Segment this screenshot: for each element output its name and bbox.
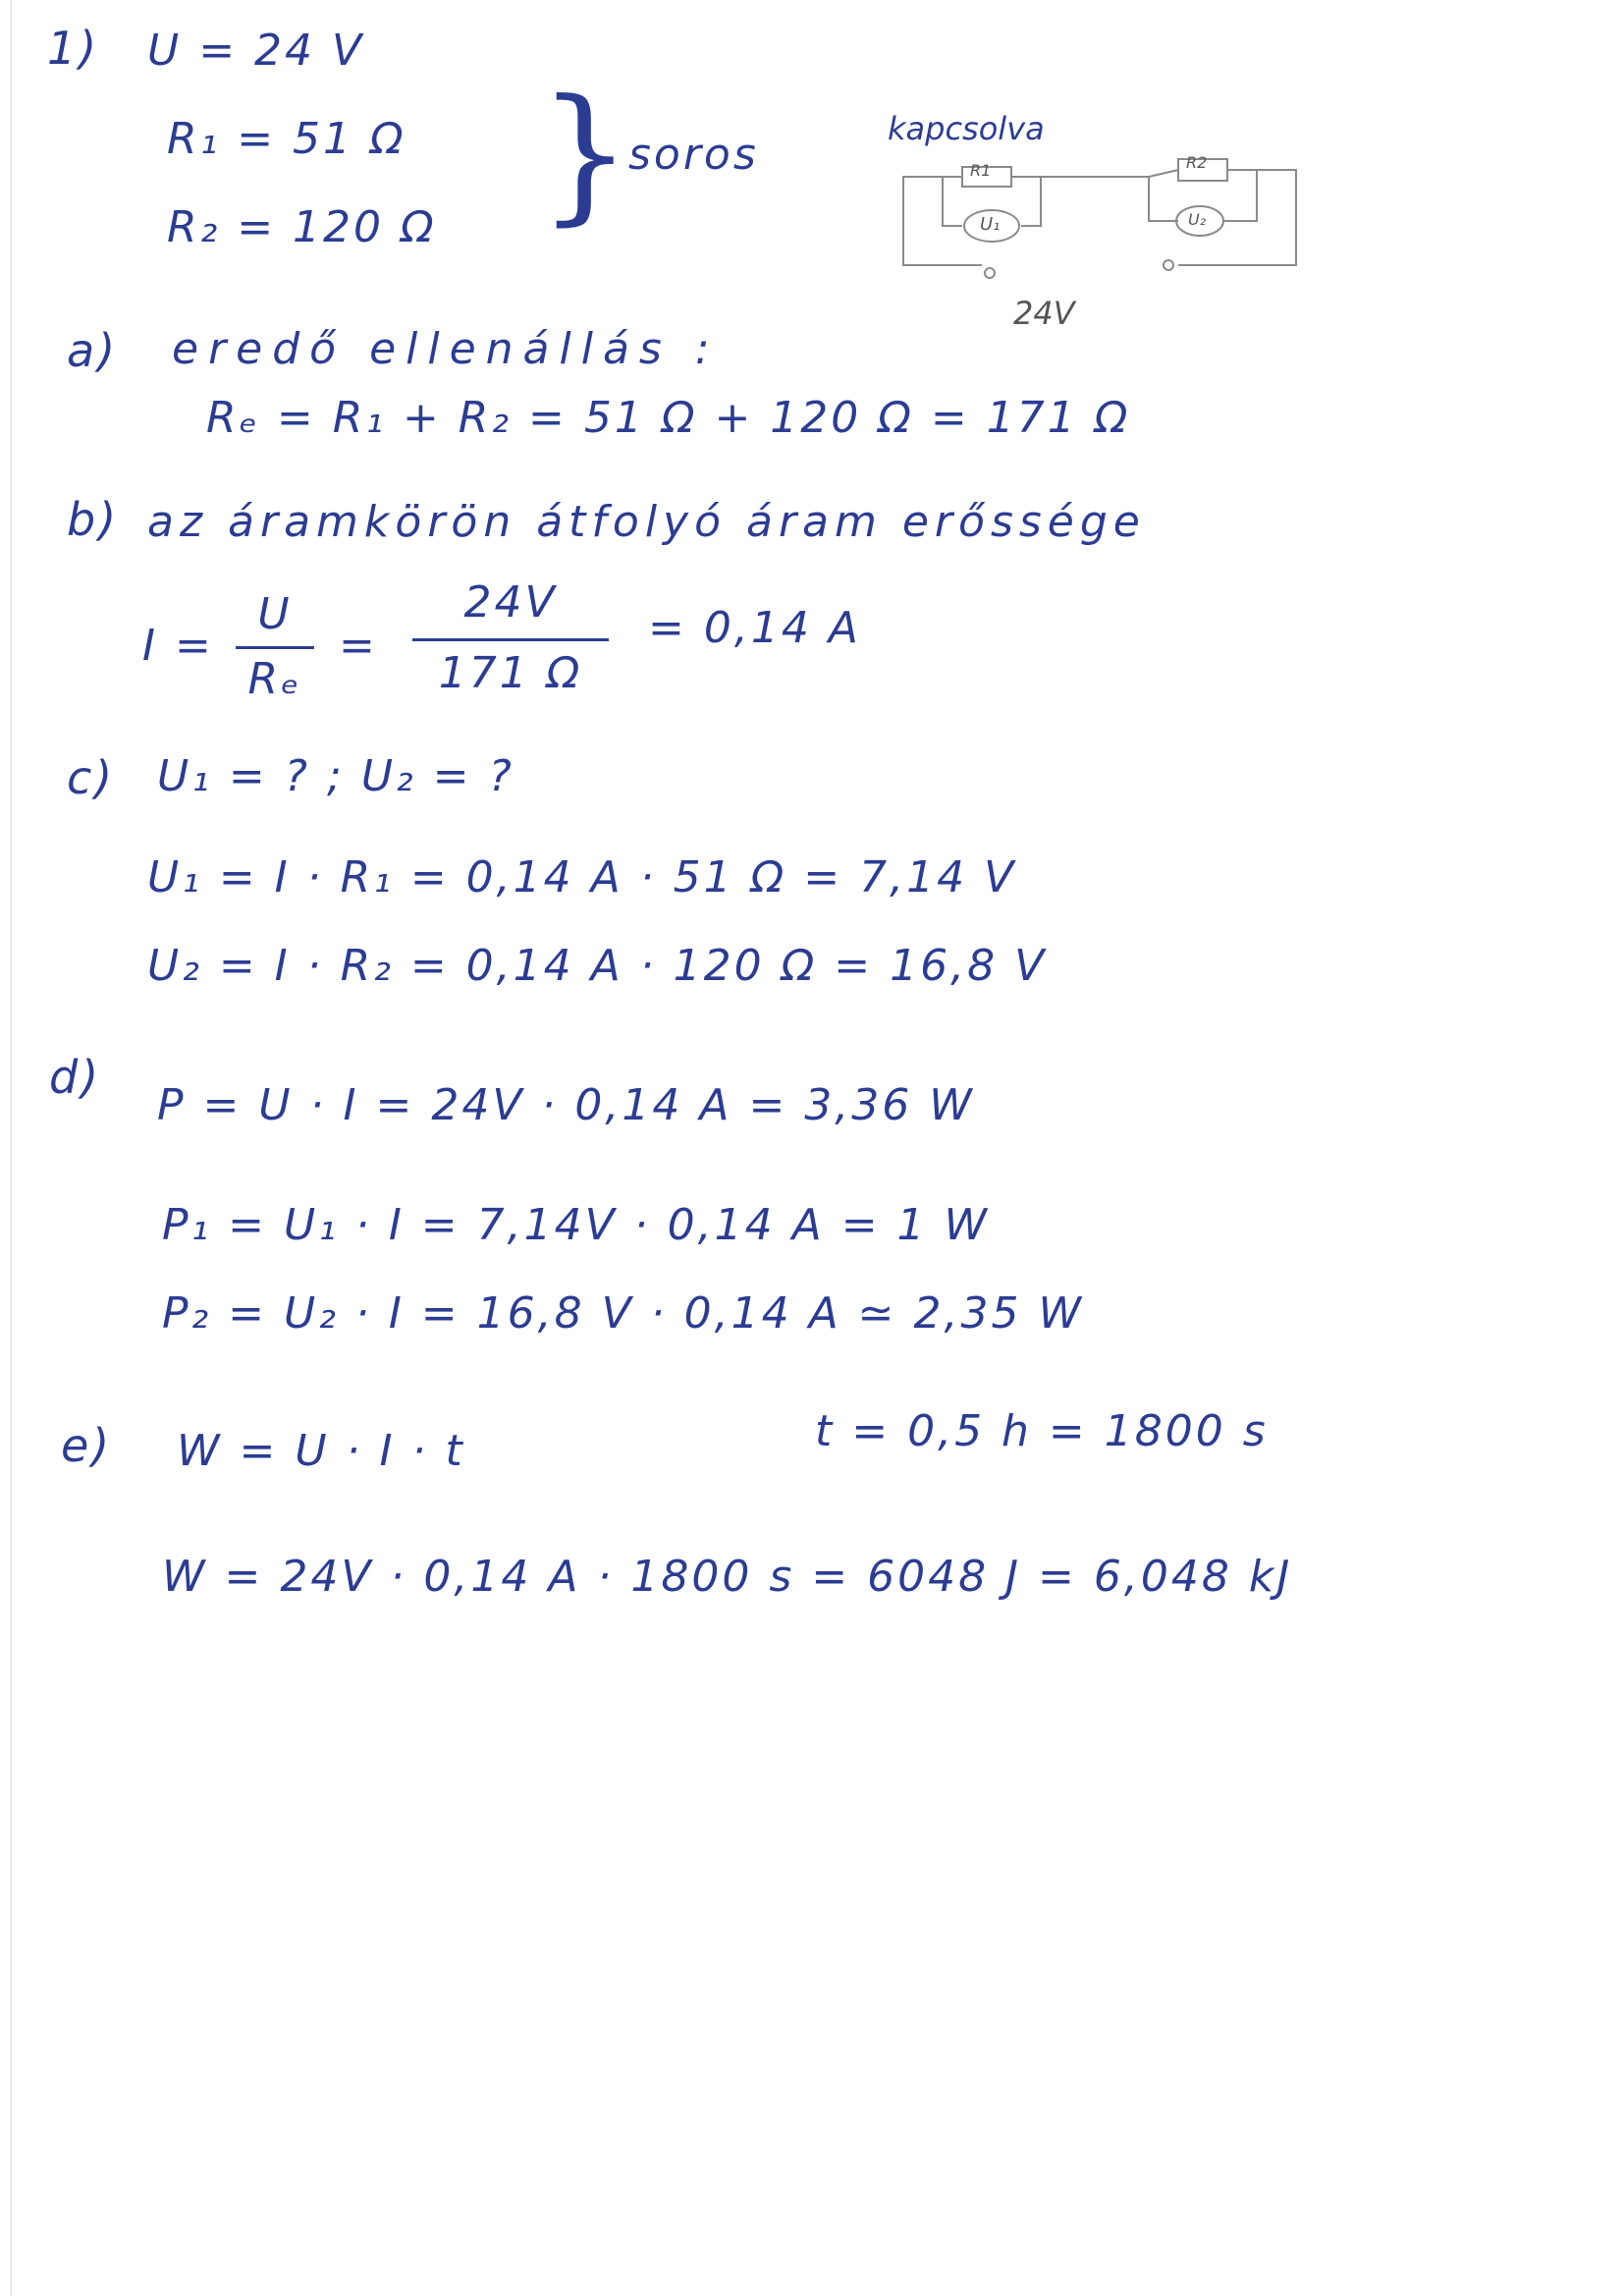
given-r1: R₁ = 51 Ω bbox=[167, 114, 406, 164]
given-r2: R₂ = 120 Ω bbox=[167, 202, 437, 252]
part-c-line2: U₂ = I · R₂ = 0,14 A · 120 Ω = 16,8 V bbox=[147, 941, 1048, 991]
circuit-title: kapcsolva bbox=[888, 110, 1045, 147]
part-e-result: W = 24V · 0,14 A · 1800 s = 6048 J = 6,048 kJ bbox=[162, 1552, 1293, 1602]
part-d-line2: P₁ = U₁ · I = 7,14V · 0,14 A = 1 W bbox=[162, 1200, 991, 1250]
part-e-time: t = 0,5 h = 1800 s bbox=[815, 1406, 1269, 1456]
fraction-u-over-re bbox=[236, 589, 314, 707]
part-c-label: c) bbox=[67, 751, 116, 804]
u1-label: U₁ bbox=[980, 214, 1001, 235]
current-result: = 0,14 A bbox=[648, 603, 861, 653]
part-d-line1: P = U · I = 24V · 0,14 A = 3,36 W bbox=[157, 1080, 975, 1130]
circuit-drawing bbox=[884, 118, 1316, 344]
part-a-heading: eredő ellenállás : bbox=[172, 324, 720, 374]
part-c-heading: U₁ = ? ; U₂ = ? bbox=[157, 751, 514, 801]
r1-label: R1 bbox=[970, 161, 992, 180]
problem-number: 1) bbox=[47, 22, 100, 75]
page-edge bbox=[10, 0, 12, 2296]
part-a-formula: Rₑ = R₁ + R₂ = 51 Ω + 120 Ω = 171 Ω bbox=[206, 393, 1131, 443]
given-voltage: U = 24 V bbox=[147, 26, 365, 76]
fraction-denominator: 171 Ω bbox=[438, 648, 583, 698]
fraction-numerator: U bbox=[257, 589, 293, 639]
part-e-label: e) bbox=[61, 1419, 113, 1472]
fraction-values bbox=[412, 577, 609, 705]
part-e-formula: W = U · I · t bbox=[177, 1426, 465, 1476]
part-d-label: d) bbox=[49, 1051, 102, 1104]
circuit-diagram bbox=[884, 110, 1316, 344]
connection-type: soros bbox=[628, 130, 759, 180]
fraction-numerator: 24V bbox=[463, 577, 558, 628]
part-d-line3: P₂ = U₂ · I = 16,8 V · 0,14 A ≃ 2,35 W bbox=[162, 1288, 1084, 1339]
source-voltage-label: 24V bbox=[1013, 295, 1075, 332]
fraction-bar bbox=[236, 646, 314, 649]
curly-brace: } bbox=[538, 69, 632, 240]
part-c-line1: U₁ = I · R₁ = 0,14 A · 51 Ω = 7,14 V bbox=[147, 852, 1017, 902]
current-symbol: I = bbox=[142, 621, 214, 671]
fraction-bar bbox=[412, 638, 609, 641]
part-b-label: b) bbox=[67, 493, 120, 546]
u2-label: U₂ bbox=[1188, 210, 1207, 229]
r2-label: R2 bbox=[1186, 153, 1208, 172]
part-b-heading: az áramkörön átfolyó áram erőssége bbox=[147, 497, 1146, 547]
part-a-label: a) bbox=[67, 324, 119, 377]
equals-sign: = bbox=[339, 621, 378, 671]
fraction-denominator: Rₑ bbox=[247, 654, 302, 704]
